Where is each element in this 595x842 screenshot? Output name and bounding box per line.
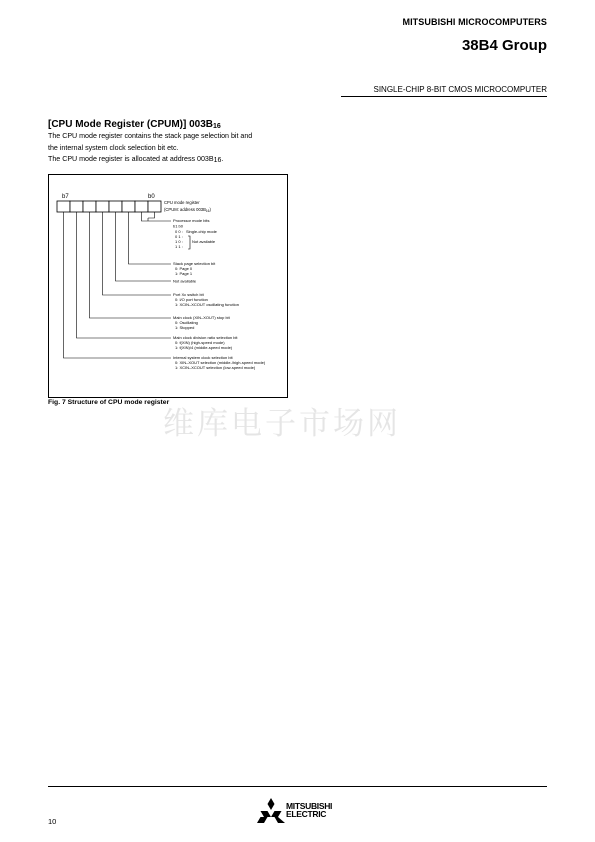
page-number: 10	[48, 817, 57, 826]
processor-mode-row1-text: Single-chip mode	[186, 229, 217, 234]
processor-mode-row2-code: 0 1 :	[175, 234, 183, 239]
leader-b7	[64, 212, 172, 358]
product-group-title: 38B4 Group	[461, 37, 547, 54]
main-clock-div-title: Main clock division ratio selection bit	[173, 335, 238, 340]
system-clock-opt1: 1: XCIN–XCOUT selection (low-speed mode)	[175, 365, 256, 370]
figure-caption: Fig. 7 Structure of CPU mode register	[48, 399, 170, 406]
document-subtitle: SINGLE-CHIP 8-BIT CMOS MICROCOMPUTER	[373, 85, 547, 94]
logo-line-1: MITSUBISHI	[286, 801, 333, 811]
port-xc-opt0: 0: I/O port function	[175, 297, 208, 302]
bit-cell-b7	[57, 201, 70, 212]
description-line-1: The CPU mode register contains the stack page selection bit and	[48, 132, 253, 140]
register-address: (CPUM: address $003B_{16}$)	[164, 207, 211, 213]
not-available-title: Not available	[173, 278, 197, 284]
main-clock-stop-title: Main clock (XIN–XOUT) stop bit	[173, 315, 230, 320]
stack-page-title: Stack page selection bit	[173, 261, 216, 266]
bit-label-b0: b0	[148, 194, 155, 200]
leader-b6	[77, 212, 172, 338]
bit-cell-b1	[135, 201, 148, 212]
port-xc-opt1: 1: XCIN–XCOUT oscillating function	[175, 302, 239, 307]
leader-b5	[90, 212, 172, 318]
system-clock-opt0: 0: XIN–XOUT selection (middle-/high-speed mode)	[175, 360, 266, 365]
register-diagram	[49, 175, 287, 397]
system-clock-title: Internal system clock selection bit	[173, 355, 233, 360]
leader-b2	[129, 212, 172, 264]
logo-line-2: ELECTRIC	[286, 809, 327, 819]
main-clock-div-opt0: 0: f(XIN) (high-speed mode)	[175, 340, 225, 345]
section-title-main: [CPU Mode Register (CPUM)] 003B	[48, 119, 214, 130]
register-bit-cells	[57, 201, 161, 212]
section-title	[48, 119, 221, 130]
port-xc-title: Port Xc switch bit	[173, 292, 204, 297]
leader-b4	[103, 212, 172, 295]
header-divider	[341, 96, 547, 97]
register-figure	[48, 174, 288, 398]
main-clock-stop-opt0: 0: Oscillating	[175, 320, 198, 325]
bit-cell-b5	[83, 201, 96, 212]
description-line-3-main: The CPU mode register is allocated at address 003B	[48, 155, 214, 163]
register-name: CPU mode register	[164, 200, 200, 205]
main-clock-div-opt1: 1: f(XIN)/4 (middle-speed mode)	[175, 345, 233, 350]
description-line-3	[48, 155, 223, 164]
leader-b0	[148, 212, 155, 218]
main-clock-stop-opt1: 1: Stopped	[175, 325, 195, 330]
leader-b3	[116, 212, 172, 281]
field-descriptions	[173, 218, 266, 370]
processor-mode-row3-code: 1 0 :	[175, 239, 183, 244]
watermark: 维库电子市场网	[163, 406, 401, 442]
stack-page-opt1: 1: Page 1	[175, 271, 193, 276]
description-line-3-end: .	[221, 155, 224, 163]
mitsubishi-diamonds-icon	[257, 798, 285, 824]
leader-b1	[142, 212, 172, 221]
bracket	[188, 236, 190, 249]
section-title-subscript: 16	[213, 123, 221, 130]
footer-divider	[48, 786, 547, 787]
processor-mode-row3-text: Not available	[192, 239, 216, 244]
bit-cell-b6	[70, 201, 83, 212]
processor-mode-row4-code: 1 1 :	[175, 244, 183, 249]
bit-label-b7: b7	[62, 194, 69, 200]
description-line-2: the internal system clock selection bit etc.	[48, 144, 179, 152]
bit-cell-b4	[96, 201, 109, 212]
processor-mode-title: Processor mode bits	[173, 218, 210, 223]
company-logo-text	[286, 802, 332, 818]
description-line-3-subscript: 16	[213, 157, 222, 164]
bit-cell-b3	[109, 201, 122, 212]
processor-mode-bits: b1 b0	[173, 223, 184, 229]
bit-cell-b2	[122, 201, 135, 212]
stack-page-opt0: 0: Page 0	[175, 266, 193, 271]
company-header: MITSUBISHI MICROCOMPUTERS	[402, 17, 547, 27]
leader-lines	[64, 212, 191, 358]
processor-mode-row1-code: 0 0 :	[175, 229, 183, 234]
bit-cell-b0	[148, 201, 161, 212]
